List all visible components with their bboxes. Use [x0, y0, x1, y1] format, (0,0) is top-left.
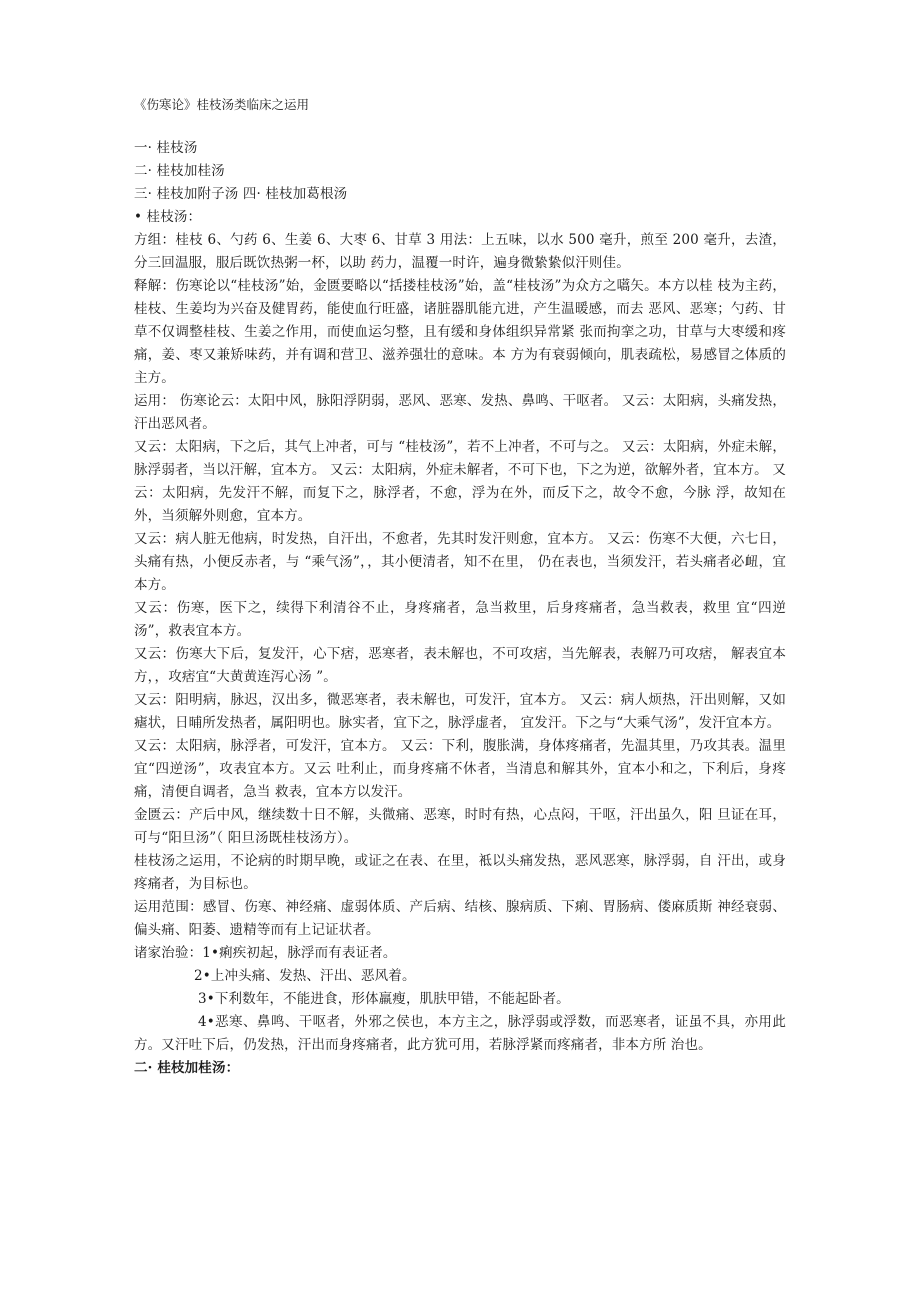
paragraph-scope: 运用范围：感冒、伤寒、神经痛、虚弱体质、产后病、结核、腺病质、下痢、胃肠病、偻麻质斯 神经衰弱、偏头痛、阳萎、遗精等而有上记证状者。 — [134, 899, 786, 938]
experience-item-2: 2•上冲头痛、发热、汗出、恶风着。 — [194, 968, 416, 984]
section-heading-guizhi-tang: • 桂枝汤： — [134, 209, 202, 225]
paragraph-formula: 方组：桂枝 6、勺药 6、生姜 6、大枣 6、甘草 3 用法：上五味，以水 500 毫升，煎至 200 毫升，去渣，分三回温服，服后既饮热粥一杯，以助 药力，温覆一时许，遍身微絷絷似汗则佳。 — [134, 232, 786, 271]
toc-item-1: 一· 桂枝汤 — [134, 140, 198, 156]
paragraph-youyun-2: 又云：病人脏无他病，时发热，自汗出，不愈者，先其时发汗则愈，宜本方。 又云：伤寒不大便，六七日，头痛有热，小便反赤者，与 “乘气汤”，，其小便清者，知不在里， 仍在表也，当须发汗，若头痛者必衄，宜本方。 — [134, 531, 786, 593]
paragraph-youyun-5: 又云：阳明病，脉迟，汉出多，微恶寒者，表未解也，可发汗，宜本方。 又云：病人烦热，汗出则解，又如瘧状，日晡所发热者，属阳明也。脉实者，宜下之，脉浮虚者， 宜发汗。下之与“大乘气汤”，发汗宜本方。 — [134, 692, 786, 731]
paragraph-youyun-1: 又云：太阳病，下之后，其气上冲者，可与 “桂枝汤”，若不上冲者，不可与之。 又云：太阳病，外症未解，脉浮弱者，当以汗解，宜本方。 又云：太阳病，外症未解者，不可下也，下之为逆，欲解外者，宜本方。 又云：太阳病，先发汗不解，而复下之，脉浮者，不愈，浮为在外，而反下之，故令不愈，今脉 浮，故知在外，当须解外则愈，宜本方。 — [134, 439, 786, 524]
paragraph-usage: 运用： 伤寒论云：太阳中风，脉阳浮阴弱，恶风、恶寒、发热、鼻鸣、干呕者。 又云：太阳病，头痛发热，汗出恶风者。 — [134, 393, 786, 432]
document-body — [134, 137, 786, 1080]
paragraph-jingui: 金匮云：产后中风，继续数十日不解，头微痛、恶寒，时时有热，心点闷，干呕，汗出虽久，阳 旦证在耳，可与“阳旦汤”（ 阳旦汤既桂枝汤方）。 — [134, 807, 786, 846]
paragraph-youyun-3: 又云：伤寒，医下之，续得下利清谷不止，身疼痛者，急当救里，后身疼痛者，急当救表，救里 宜“四逆汤”，救表宜本方。 — [134, 600, 786, 639]
document-title: 《伤寒论》桂枝汤类临床之运用 — [134, 97, 310, 112]
paragraph-explanation: 释解：伤寒论以“桂枝汤”始，金匮要略以“括搂桂枝汤”始，盖“桂枝汤”为众方之嚆矢。本方以桂 枝为主药，桂枝、生姜均为兴奋及健胃药，能使血行旺盛，诸脏器肌能亢进，产生温暖感，而去 恶风、恶寒；勺药、甘草不仅调整桂枝、生姜之作用，而使血运匀整，且有缓和身体组织异常紧 张而拘挛之功，甘草与大枣缓和疼痛，姜、枣又兼矫味药，并有调和营卫、滋养强壮的意味。本 方为有衰弱倾向，肌表疏松，易感冒之体质的主方。 — [134, 278, 786, 386]
experience-label: 诸家治验：1•痢疾初起，脉浮而有表证者。 — [134, 945, 397, 961]
paragraph-youyun-4: 又云：伤寒大下后，复发汗，心下痞，恶寒者，表未解也，不可攻痞，当先解表，表解乃可攻痞， 解表宜本方，，攻痞宜“大黄黄连泻心汤 ”。 — [134, 646, 786, 685]
experience-item-4: 4•恶寒、鼻鸣、干呕者，外邪之侯也，本方主之，脉浮弱或浮数，而恶寒者，证虽不具，亦用此方。又汗吐下后，仍发热，汗出而身疼痛者，此方犹可用，若脉浮紧而疼痛者，非本方所 治也。 — [134, 1014, 786, 1053]
paragraph-application: 桂枝汤之运用，不论病的时期早晚，或证之在表、在里，袛以头痛发热，恶风恶寒，脉浮弱，自 汗出，或身疼痛者，为目标也。 — [134, 853, 786, 892]
toc-item-3: 三· 桂枝加附子汤 四· 桂枝加葛根汤 — [134, 186, 348, 202]
experience-item-3: 3•下利数年，不能进食，形体羸瘦，肌肤甲错，不能起卧者。 — [198, 991, 570, 1007]
section-heading-guizhi-jiagui-tang: 二· 桂枝加桂汤： — [134, 1060, 240, 1076]
paragraph-youyun-6: 又云：太阳病，脉浮者，可发汗，宜本方。 又云：下利，腹胀满，身体疼痛者，先温其里，乃攻其表。温里宜“四逆汤”，攻表宜本方。又云 吐利止，而身疼痛不休者，当清息和解其外，宜本小和之，下利后，身疼痛，清便自调者，急当 救表，宜本方以发汗。 — [134, 738, 786, 800]
toc-item-2: 二· 桂枝加桂汤 — [134, 163, 225, 179]
